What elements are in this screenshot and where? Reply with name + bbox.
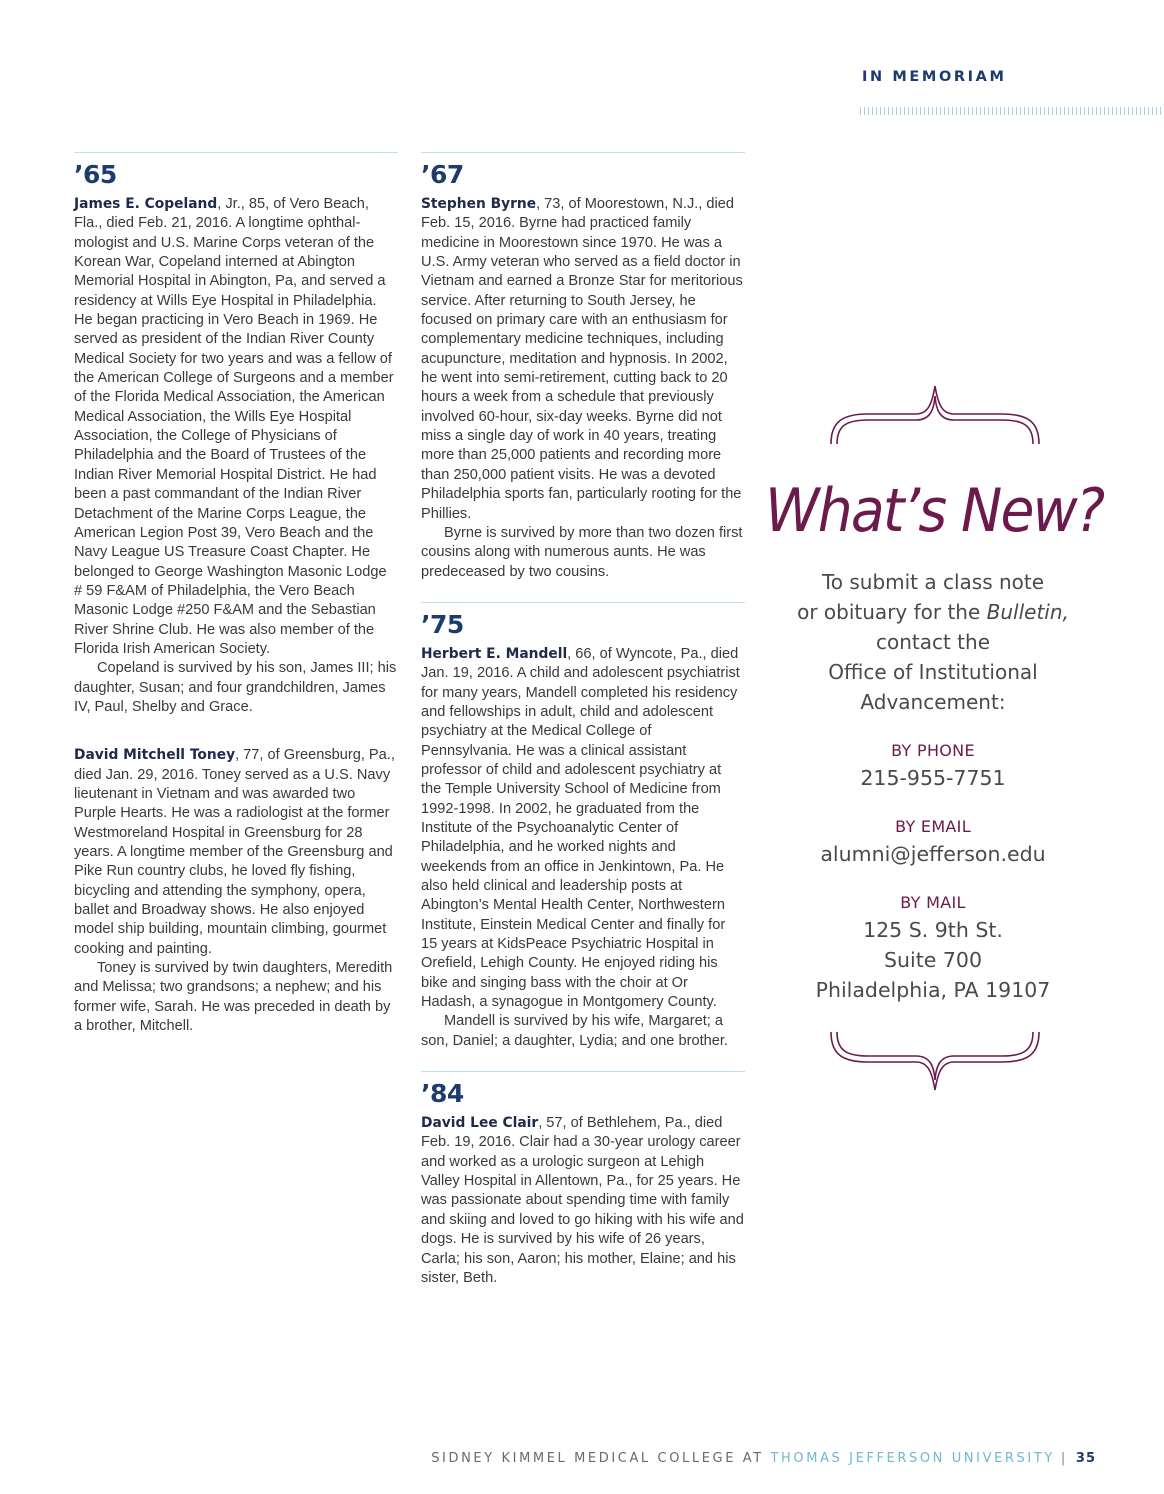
obituary-column-2 bbox=[421, 152, 745, 1288]
class-year: ’84 bbox=[421, 1079, 464, 1109]
obituary-text: , Jr., 85, of Vero Beach, Fla., died Feb. 21, 2016. A longtime ophthalmologist and U.S. Marine Corps veteran of the Korean War, Copeland interned at Abington Memorial Hospital in Abington, Pa, and served a residency at Wills Eye Hospital in Philadelphia. He began practicing in Vero Beach in 1969. He served as president of the Indian River County Medical Society for two years and was a fellow of the American College of Surgeons and a member of the Florida Medical Association, the American Medical Association, the Wills Eye Hospital Association, the College of Physicians of Philadelphia and the Board of Trustees of the Indian River Memorial Hospital District. He had been a past commandant of the Indian River Detachment of the Marine Corps League, the American Legion Post 39, Vero Beach and the Navy League US Treasure Coast Chapter. He belonged to George Washington Masonic Lodge # 59 F&AM of Philadelphia, the Vero Beach Masonic Lodge #250 F&AM and the Sebastian River Shrine Club. He was also member of the Florida Irish American Society. bbox=[74, 196, 394, 657]
whats-new-contact bbox=[772, 567, 1094, 1005]
obituary-text: , 73, of Moorestown, N.J., died Feb. 15, 2016. Byrne had practiced family medicine in Moorestown since 1970. He was a U.S. Army veteran who served as a field doctor in Vietnam and earned a Bronze Star for meritorious service. After returning to South Jersey, he focused on primary care with an enthusiasm for complementary medicine techniques, including acupuncture, meditation and hypnosis. In 2002, he went into semi-retirement, cutting back to 20 hours a week from a schedule that previously involved 60-hour, six-day weeks. Byrne did not miss a single day of work in 40 years, treating more than 25,000 patients and recording more than 250,000 patient visits. He was a devoted Philadelphia sports fan, particularly rooting for the Phillies. bbox=[421, 196, 743, 522]
page-number: 35 bbox=[1075, 1451, 1096, 1466]
intro-line: or obituary for the Bulletin, bbox=[797, 600, 1069, 624]
obituary-column-1 bbox=[74, 152, 398, 1036]
obituary-name: David Mitchell Toney bbox=[74, 747, 236, 764]
year-section-84 bbox=[421, 1071, 745, 1288]
obituary-copeland bbox=[74, 195, 398, 717]
obituary-mandell bbox=[421, 645, 745, 1051]
year-section-75 bbox=[421, 602, 745, 1051]
phone-number: 215-955-7751 bbox=[860, 766, 1006, 790]
class-year: ’75 bbox=[421, 609, 464, 639]
obituary-survived: Mandell is survived by his wife, Margaret; a son, Daniel; a daughter, Lydia; and one brother. bbox=[421, 1013, 728, 1049]
email-label: BY EMAIL bbox=[895, 817, 971, 836]
obituary-text: , 66, of Wyncote, Pa., died Jan. 19, 2016. A child and adolescent psychiatrist for many years, Mandell completed his residency and fellowships in adult, child and adolescent psychiatry at the Medical College of Pennsylvania. He was a clinical assistant professor of child and adolescent psychiatry at the Temple University School of Medicine from 1992-1998. In 2002, he graduated from the Institute of the Psychoanalytic Center of Philadelphia, and he worked nights and weekends from an office in Jenkintown, Pa. He also held clinical and leadership posts at Abington’s Mental Health Center, Northwestern Institute, Einstein Medical Center and finally for 15 years at KidsPeace Psychiatric Hospital in Orefield, Lehigh County. He enjoyed riding his bike and singing bass with the choir at Or Hadash, a synagogue in Montgomery County. bbox=[421, 645, 740, 1011]
page-footer bbox=[431, 1451, 1096, 1466]
mail-address-line: Suite 700 bbox=[884, 948, 982, 972]
obituary-clair bbox=[421, 1114, 745, 1288]
class-year: ’65 bbox=[74, 160, 117, 189]
obituary-survived: Byrne is survived by more than two dozen first cousins along with numerous aunts. He was predeceased by two cousins. bbox=[421, 524, 743, 580]
obituary-byrne bbox=[421, 195, 745, 582]
section-title: IN MEMORIAM bbox=[862, 69, 1007, 85]
class-year: ’67 bbox=[421, 160, 464, 189]
email-address[interactable]: alumni@jefferson.edu bbox=[820, 842, 1046, 866]
mail-address-line: 125 S. 9th St. bbox=[863, 918, 1003, 942]
brace-bottom-icon bbox=[828, 1028, 1042, 1094]
mail-address-line: Philadelphia, PA 19107 bbox=[815, 978, 1051, 1002]
obituary-text: , 77, of Greensburg, Pa., died Jan. 29, 2016. Toney served as a U.S. Navy lieutenant in Vietnam and was awarded two Purple Hearts. He was a radiologist at the former Westmoreland Hospital in Greensburg for 28 years. A longtime member of the Greensburg and Pike Run country clubs, he loved fly fishing, bicycling and attending the symphony, opera, ballet and Broadway shows. He also enjoyed model ship building, mountain climbing, gourmet cooking and painting. bbox=[74, 747, 395, 957]
obituary-name: David Lee Clair bbox=[421, 1115, 539, 1132]
footer-college: SIDNEY KIMMEL MEDICAL COLLEGE AT bbox=[431, 1451, 771, 1466]
year-section-67 bbox=[421, 152, 745, 582]
intro-line: To submit a class note bbox=[821, 570, 1045, 594]
footer-university: THOMAS JEFFERSON UNIVERSITY bbox=[770, 1451, 1055, 1466]
obituary-name: James E. Copeland bbox=[74, 196, 218, 212]
obituary-survived: Toney is survived by twin daughters, Meredith and Melissa; two grandsons; a nephew; and his former wife, Sarah. He was preceded in death by a brother, Mitchell. bbox=[74, 960, 393, 1035]
brace-top-icon bbox=[828, 382, 1042, 448]
obituary-name: Herbert E. Mandell bbox=[421, 645, 568, 662]
obituary-text: , 57, of Bethlehem, Pa., died Feb. 19, 2016. Clair had a 30-year urology career and worked as a urologic surgeon at Lehigh Valley Hospital in Allentown, Pa., for 25 years. He was passionate about spending time with family and skiing and loved to go hiking with his wife and dogs. He is survived by his wife of 26 years, Carla; his son, Aaron; his mother, Elaine; and his sister, Beth. bbox=[421, 1115, 744, 1286]
mail-label: BY MAIL bbox=[900, 893, 966, 912]
intro-line: contact the bbox=[875, 630, 991, 654]
obituary-toney bbox=[74, 746, 398, 1036]
phone-label: BY PHONE bbox=[891, 741, 975, 760]
dotted-rule bbox=[860, 107, 1164, 115]
year-section-65 bbox=[74, 152, 398, 717]
obituary-name: Stephen Byrne bbox=[421, 196, 537, 212]
footer-separator: | bbox=[1060, 1451, 1068, 1466]
intro-line: Advancement: bbox=[860, 690, 1006, 714]
whats-new-title: What’s New? bbox=[765, 476, 1104, 546]
obituary-survived: Copeland is survived by his son, James III; his daughter, Susan; and four grandchildren, James IV, Paul, Shelby and Grace. bbox=[74, 660, 397, 715]
intro-line: Office of Institutional bbox=[828, 660, 1038, 684]
